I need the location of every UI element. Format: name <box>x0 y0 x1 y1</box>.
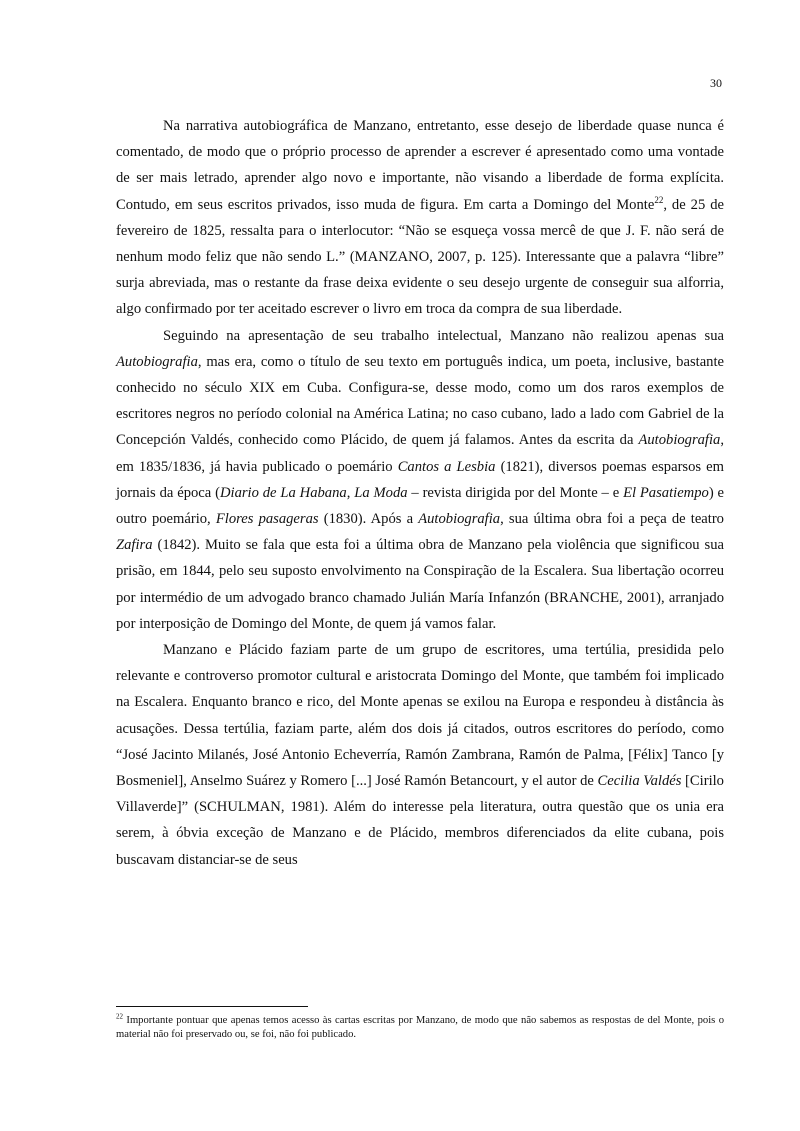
text-run: Seguindo na apresentação de seu trabalho intelectual, Manzano não realizou apenas sua <box>163 327 724 344</box>
paragraph-2 <box>116 323 724 637</box>
italic-text: Cantos a Lesbia <box>397 458 496 475</box>
text-run: (1821), diversos poemas esparsos em jornais da época ( <box>116 458 725 501</box>
italic-text: Autobiografia <box>638 432 721 449</box>
footnote-separator <box>116 1006 308 1007</box>
body-text <box>116 113 724 873</box>
footnote-reference: 22 <box>654 194 664 205</box>
paragraph-3 <box>116 637 724 873</box>
paragraph-1 <box>116 113 724 323</box>
italic-text: Zafira <box>116 537 153 554</box>
text-run: – revista dirigida por del Monte – e <box>407 484 624 501</box>
text-run: ) e outro poemário, <box>116 484 725 528</box>
text-run: , sua última obra foi a peça de teatro <box>500 511 724 528</box>
page-number: 30 <box>710 76 722 90</box>
text-run: , mas era, como o título de seu texto em português indica, um poeta, inclusive, bastante conhecido no século XIX em Cuba. Configura-se, desse modo, como um dos raros exemplos de escritores negros no período colonial na América Latina; no caso cubano, lado a lado com Gabriel de la Concepción Valdés, conhecido como Plácido, de quem já falamos. Antes da escrita da <box>116 353 724 449</box>
text-run: (1842). Muito se fala que esta foi a última obra de Manzano pela violência que significou sua prisão, em 1844, pelo seu suposto envolvimento na Conspiração de la Escalera. Sua libertação ocorreu por intermédio de um advogado branco chamado Julián María Infanzón (BRANCHE, 2001), arranjado por interposição de Domingo del Monte, de quem já vamos falar. <box>116 537 724 632</box>
italic-text: Cecilia Valdés <box>597 773 682 790</box>
text-run: , em 1835/1836, já havia publicado o poemário <box>116 432 724 475</box>
footnote-marker: 22 <box>116 1012 123 1021</box>
italic-text: Autobiografia <box>418 511 501 528</box>
text-run: , <box>346 484 355 501</box>
italic-text: Diario de La Habana <box>219 484 347 501</box>
text-run: Na narrativa autobiográfica de Manzano, entretanto, esse desejo de liberdade quase nunca é comentado, de modo que o próprio processo de aprender a escrever é apresentado como uma vontade de ser mais letrado, aprender algo novo e importante, não visando a liberdade de forma explícita. Contudo, em seus escritos privados, isso muda de figura. Em carta a Domingo del Monte <box>116 118 724 213</box>
italic-text: La Moda <box>354 484 408 501</box>
italic-text: Autobiografia <box>116 353 198 370</box>
text-run: Manzano e Plácido faziam parte de um grupo de escritores, uma tertúlia, presidida pelo relevante e controverso promotor cultural e aristocrata Domingo del Monte, que também foi implicado na Escalera. Enquanto branco e rico, del Monte apenas se exilou na Europa e respondeu à distância às acusações. Dessa tertúlia, faziam parte, além dos dois já citados, outros escritores do período, como “José Jacinto Milanés, José Antonio Echeverría, Ramón Zambrana, Ramón de Palma, [Félix] Tanco [y Bosmeniel], Anselmo Suárez y Romero [...] José Ramón Betancourt, y el autor de <box>116 642 724 790</box>
text-run: , de 25 de fevereiro de 1825, ressalta para o interlocutor: “Não se esqueça vossa mercê de que J. F. não será de nenhum modo feliz que não sendo L.” (MANZANO, 2007, p. 125). Interessante que a palavra “libre” surja abreviada, mas o restante da frase deixa evidente o seu desejo urgente de conseguir sua alforria, algo confirmado por ter aceitado escrever o livro em troca da compra de sua liberdade. <box>116 196 724 318</box>
italic-text: Flores pasageras <box>215 511 319 528</box>
text-run: [Cirilo Villaverde]” (SCHULMAN, 1981). Além do interesse pela literatura, outra questão que os unia era serem, à óbvia exceção de Manzano e de Plácido, membros diferenciados da elite cubana, pois buscavam distanciar-se de seus <box>116 773 724 868</box>
text-run: (1830). Após a <box>318 511 419 528</box>
footnote <box>116 1014 724 1041</box>
footnote-text: Importante pontuar que apenas temos acesso às cartas escritas por Manzano, de modo que não sabemos as respostas de del Monte, pois o material não foi preservado ou, se foi, não foi publicado. <box>116 1015 724 1040</box>
italic-text: El Pasatiempo <box>623 484 709 501</box>
